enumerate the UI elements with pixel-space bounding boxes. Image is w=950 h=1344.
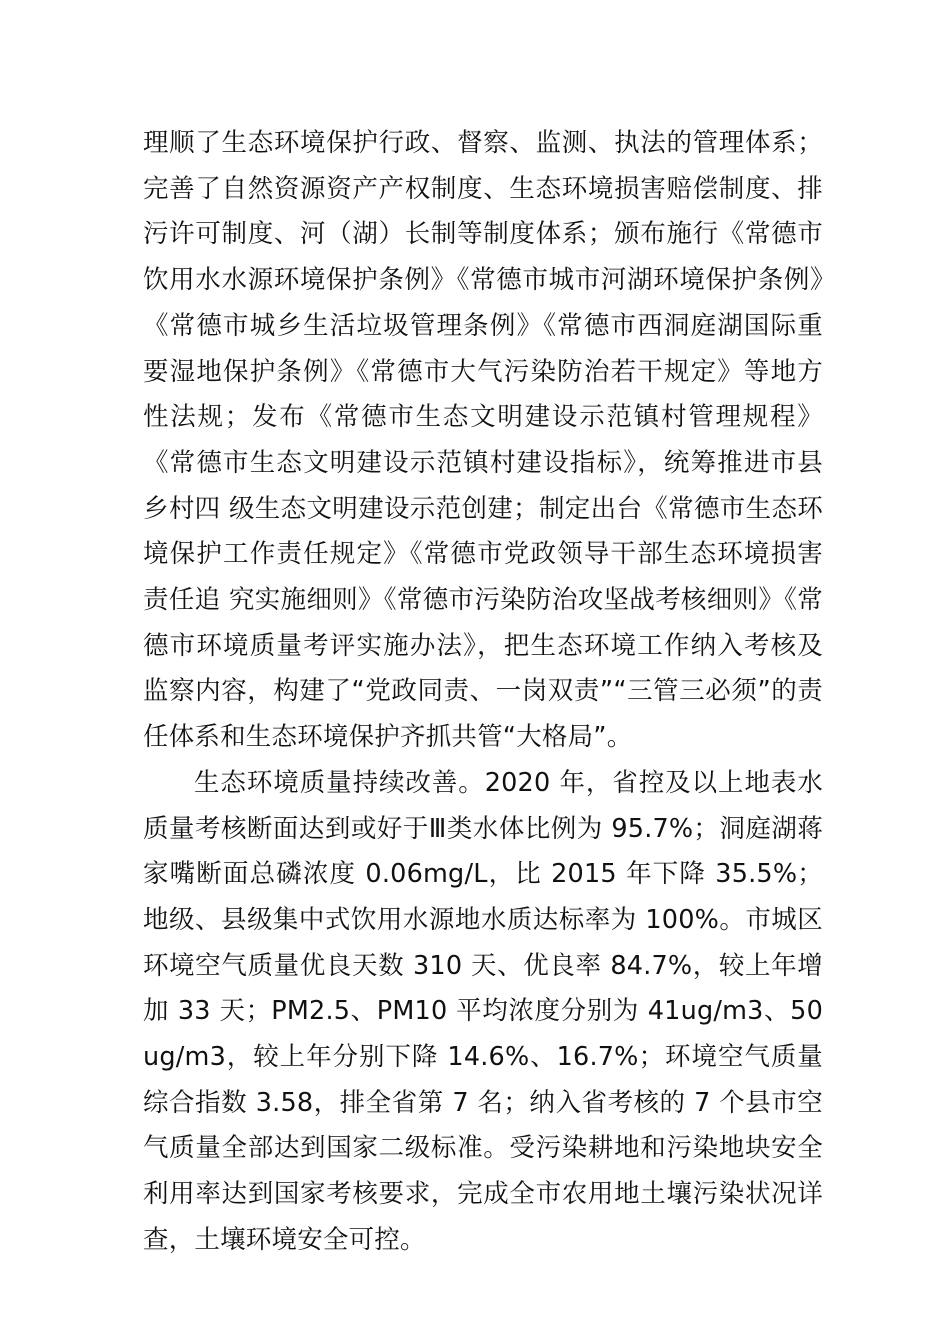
paragraph-governance-system: 理顺了生态环境保护行政、督察、监测、执法的管理体系；完善了自然资源资产产权制度、生态环境损害赔偿制度、排污许可制度、河（湖）长制等制度体系；颁布施行《常德市饮用水水源环境保护条例》《常德市城市河湖环境保护条例》《常德市城乡生活垃圾管理条例》《常德市西洞庭湖国际重 要湿地保护条例》《常德市大气污染防治若干规定》等地方性法规；发布《常德市生态文明建设示范镇村管理规程》《常德市生态文明建设示范镇村建设指标》，统筹推进市县乡村四 级生态文明建设示范创建；制定出台《常德市生态环境保护工作责任规定》《常德市党政领导干部生态环境损害责任追 究实施细则》《常德市污染防治攻坚战考核细则》《常德市环境质量考评实施办法》，把生态环境工作纳入考核及监察内容，构建了“党政同责、一岗双责”“三管三必须”的责任体系和生态环境保护齐抓共管“大格局”。 <box>143 128 823 753</box>
document-body <box>143 121 823 1264</box>
paragraph-environment-quality: 生态环境质量持续改善。2020 年，省控及以上地表水质量考核断面达到或好于Ⅲ类水体比例为 95.7%；洞庭湖蒋家嘴断面总磷浓度 0.06mg/L，比 2015 年下降 35.5%；地级、县级集中式饮用水源地水质达标率为 100%。市城区环境空气质量优良天数 310 天、优良率 84.7%，较上年增加 33 天；PM2.5、PM10 平均浓度分别为 41ug/m3、50ug/m3，较上年分别下降 14.6%、16.7%；环境空气质量综合指数 3.58，排全省第 7 名；纳入省考核的 7 个县市空气质量全部达到国家二级标准。受污染耕地和污染地块安全利用率达到国家考核要求，完成全市农用地土壤污染状况详查，土壤环境安全可控。 <box>143 767 823 1255</box>
